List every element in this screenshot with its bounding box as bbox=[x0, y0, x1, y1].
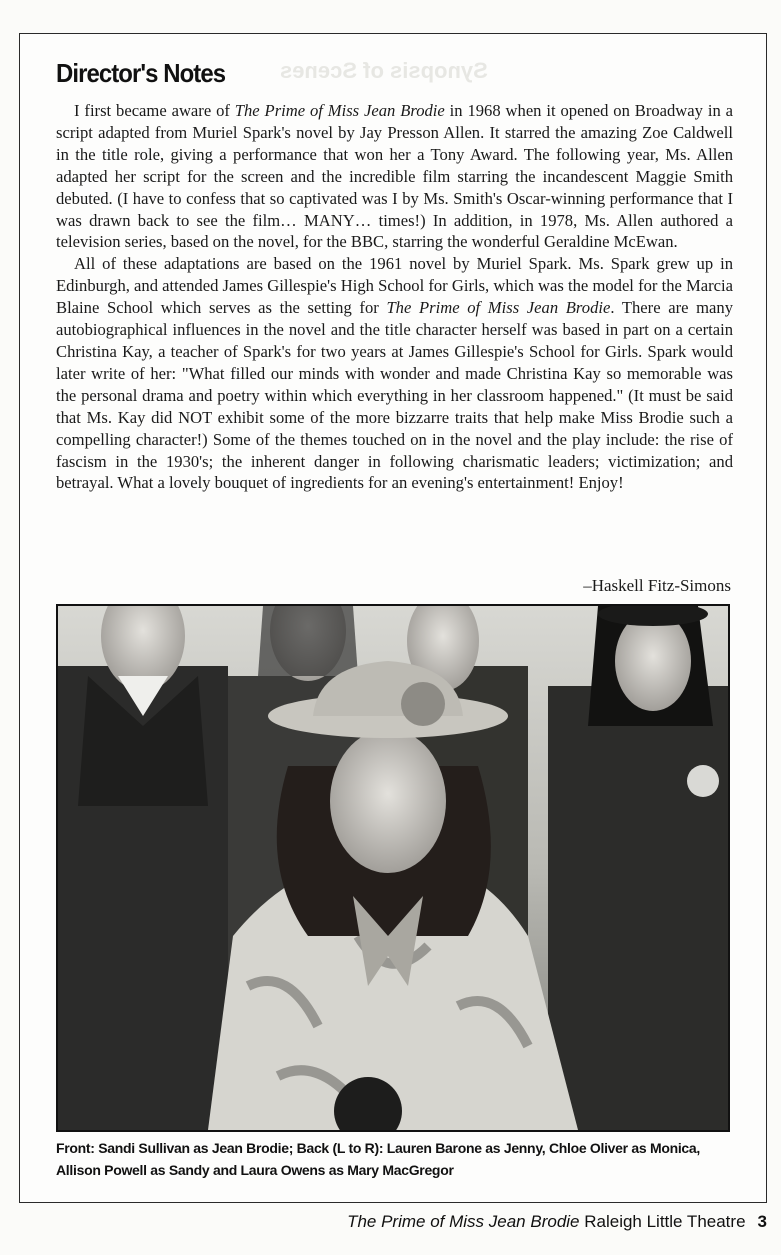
footer-theatre: Raleigh Little Theatre bbox=[584, 1212, 746, 1231]
page-number: 3 bbox=[757, 1212, 767, 1231]
page-title: Director's Notes bbox=[56, 58, 226, 88]
author-signature: –Haskell Fitz-Simons bbox=[583, 576, 731, 595]
show-through-text: Synopsis of Scenes bbox=[280, 58, 488, 83]
play-title-italic: The Prime of Miss Jean Brodie bbox=[234, 101, 445, 120]
page-footer bbox=[347, 1212, 767, 1232]
paragraph-1: I first became aware of The Prime of Miss Jean Brodie in 1968 when it opened on Broadway in a script adapted from Muriel Spark's novel by Jay Presson Allen. It starred the amazing Zoe Caldwell in the title role, giving a performance that won her a Tony Award. The following year, Ms. Allen adapted her script for the screen and the incredible film starring the incandescent Maggie Smith debuted. (I have to confess that so captivated was I by Ms. Smith's Oscar-winning performance that I was drawn back to see the film… MANY… times!) In addition, in 1978, Ms. Allen authored a television series, based on the novel, for the BBC, starring the wonderful Geraldine McEwan. bbox=[56, 101, 733, 252]
cast-photo-illustration bbox=[58, 606, 728, 1130]
photo-caption: Front: Sandi Sullivan as Jean Brodie; Back (L to R): Lauren Barone as Jenny, Chloe Oliver as Monica, Allison Powell as Sandy and Laura Owens as Mary MacGregor bbox=[56, 1140, 700, 1178]
play-title-italic: The Prime of Miss Jean Brodie bbox=[386, 298, 611, 318]
back-girl-1 bbox=[58, 606, 228, 1130]
paragraph-2: All of these adaptations are based on the 1961 novel by Muriel Spark. Ms. Spark grew up in Edinburgh, and attended James Gillespie's High School for Girls, which was the model for the Marcia Blaine School which serves as the setting for The Prime of Miss Jean Brodie. There are many autobiographical influences in the novel and the title character herself was based in part on a certain Christina Kay, a teacher of Spark's for two years at James Gillespie's School for Girls. Spark would later write of her: "What filled our minds with wonder and made Christina Kay so memorable was the personal drama and poetry within which everything in her classroom happened." (It must be said that Ms. Kay did NOT exhibit some of the more bizzarre traits that help make Miss Brodie such a compelling character!) Some of the themes touched on in the novel and the play include: the rise of fascism in the 1930's; the inherent danger in following charismatic leaders; victimization; and betrayal. What a lovely bouquet of ingredients for an evening's entertainment! Enjoy! bbox=[56, 254, 734, 493]
cast-photo bbox=[56, 604, 730, 1132]
footer-show-title: The Prime of Miss Jean Brodie bbox=[347, 1212, 580, 1231]
article-body bbox=[56, 100, 733, 494]
